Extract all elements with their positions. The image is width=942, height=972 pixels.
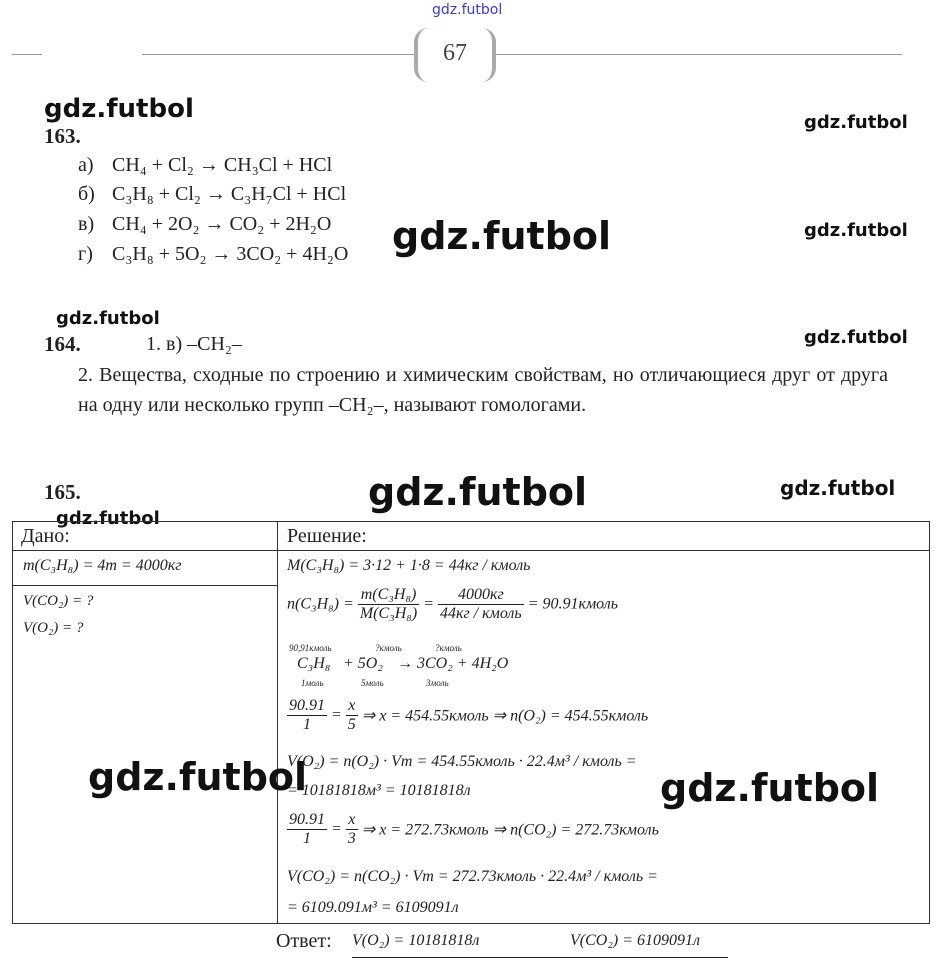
reaction-products: → 3CO₂ + 4H₂O xyxy=(397,655,509,672)
page-number: 67 xyxy=(414,28,496,82)
proportion-co2-result: ⇒ x = 272.73кмоль ⇒ n(CO₂) = 272.73кмоль xyxy=(361,821,659,839)
watermark: gdz.futbol xyxy=(368,470,588,514)
table-divider xyxy=(277,522,278,923)
watermark: gdz.futbol xyxy=(56,308,160,329)
solution-header: Решение: xyxy=(287,525,367,547)
amount-line xyxy=(287,586,618,623)
answer-o2: V(O₂) = 10181818л xyxy=(352,932,480,949)
watermark: gdz.futbol xyxy=(804,112,908,133)
fraction-den: 1 xyxy=(303,830,311,847)
fraction-den: M(C₃H₈) xyxy=(359,605,418,622)
equation-text: C₃H₈ + 5O₂ → 3CO₂ + 4H₂O xyxy=(112,243,349,265)
fraction-num: 90.91 xyxy=(289,811,325,828)
fraction-den: 5 xyxy=(347,716,356,733)
fraction xyxy=(346,811,358,848)
equation-text: CH₄ + 2O₂ → CO₂ + 2H₂O xyxy=(112,213,332,235)
watermark: gdz.futbol xyxy=(804,327,908,348)
fraction xyxy=(287,811,327,848)
equation-line xyxy=(78,243,348,266)
volume-co2-line1: V(CO₂) = n(CO₂) · Vm = 272.73кмоль · 22.4м³ / кмоль = xyxy=(287,868,658,885)
fraction xyxy=(438,586,524,623)
watermark: gdz.futbol xyxy=(88,755,308,799)
fraction-num: m(C₃H₈) xyxy=(358,586,419,605)
reaction-above: ?кмоль xyxy=(435,643,462,653)
fraction-num: x xyxy=(346,811,358,830)
fraction xyxy=(346,697,358,734)
problem-163-number: 163. xyxy=(44,124,81,148)
watermark: gdz.futbol xyxy=(804,220,908,241)
problem-164-number: 164. xyxy=(44,332,81,356)
reaction-above: 90,91кмоль xyxy=(289,643,332,653)
equation-line xyxy=(78,183,346,206)
fraction-den: 3 xyxy=(347,830,356,847)
problem-165-number: 165. xyxy=(44,480,81,504)
fraction-den: 44кг / кмоль xyxy=(439,605,522,622)
equation-label: б) xyxy=(78,183,95,205)
given-mass: m(C₃H₈) = 4т = 4000кг xyxy=(23,557,182,574)
molar-mass-line: M(C₃H₈) = 3·12 + 1·8 = 44кг / кмоль xyxy=(287,557,531,574)
find-vo2: V(O₂) = ? xyxy=(23,620,84,636)
equation-text: C₃H₈ + Cl₂ → C₃H₇Cl + HCl xyxy=(112,183,347,205)
reaction-below: 3моль xyxy=(426,678,449,688)
fraction-den: 1 xyxy=(303,716,311,733)
answer-underline xyxy=(352,957,728,958)
equation-label: а) xyxy=(78,154,94,176)
volume-co2-line2: = 6109.091м³ = 6109091л xyxy=(287,899,459,916)
watermark: gdz.futbol xyxy=(780,476,896,500)
header-watermark: gdz.futbol xyxy=(432,2,503,18)
given-rule xyxy=(13,585,277,586)
proportion-co2: $\frac{90.91}{1}$ = $\frac{x}{3}$ ⇒ x = 272.73кмоль ⇒ n(CO₂) = 272.73кмоль xyxy=(289,811,659,847)
volume-o2-line1: V(O₂) = n(O₂) · Vm = 454.55кмоль · 22.4м³ / кмоль = xyxy=(287,753,637,770)
problem-164-part1: 1. в) –CH₂– xyxy=(146,333,242,355)
solution-table xyxy=(12,521,930,924)
header-rule-left xyxy=(142,54,414,55)
fraction xyxy=(358,586,419,623)
fraction-num: 4000кг xyxy=(438,586,524,605)
equation-line xyxy=(78,154,332,177)
reaction-below: 5моль xyxy=(361,678,384,688)
find-vco2: V(CO₂) = ? xyxy=(23,593,94,609)
reaction-above: ?кмоль xyxy=(375,643,402,653)
watermark: gdz.futbol xyxy=(44,94,194,124)
fraction-num: 90.91 xyxy=(289,697,325,714)
equation-label: г) xyxy=(78,243,93,265)
equals: = xyxy=(423,595,434,613)
proportion-o2: $\frac{90.91}{1}$ = $\frac{x}{5}$ ⇒ x = 454.55кмоль ⇒ n(O₂) = 454.55кмоль xyxy=(289,697,649,733)
watermark: gdz.futbol xyxy=(56,508,160,529)
reaction-oxygen: + 5O₂ xyxy=(343,655,383,672)
volume-o2-line2: = 10181818м³ = 10181818л xyxy=(287,782,471,799)
amount-lhs: n(C₃H₈) = xyxy=(287,595,354,613)
answer-label: Ответ: xyxy=(276,930,332,952)
watermark: gdz.futbol xyxy=(660,766,880,810)
header-rule-left-short xyxy=(12,54,42,55)
fraction xyxy=(287,697,327,734)
proportion-o2-result: ⇒ x = 454.55кмоль ⇒ n(O₂) = 454.55кмоль xyxy=(361,707,649,725)
answer-co2: V(CO₂) = 6109091л xyxy=(570,932,700,949)
amount-result: = 90.91кмоль xyxy=(527,595,619,613)
reaction-reactant: C₃H₈ xyxy=(297,655,331,672)
header-rule-right xyxy=(496,54,902,55)
equation-line xyxy=(78,213,331,236)
watermark: gdz.futbol xyxy=(392,214,612,258)
problem-164-part2: 2. Вещества, сходные по строению и химическим свойствам, но отличающиеся друг от друга на одну или несколько групп –CH₂–, называют гомологами. xyxy=(78,364,888,416)
fraction-num: x xyxy=(346,697,358,716)
equation-text: CH₄ + Cl₂ → CH₃Cl + HCl xyxy=(112,154,333,176)
table-header-rule xyxy=(13,550,929,551)
given-header: Дано: xyxy=(21,525,70,547)
reaction-below: 1моль xyxy=(301,678,324,688)
equation-label: в) xyxy=(78,213,95,235)
